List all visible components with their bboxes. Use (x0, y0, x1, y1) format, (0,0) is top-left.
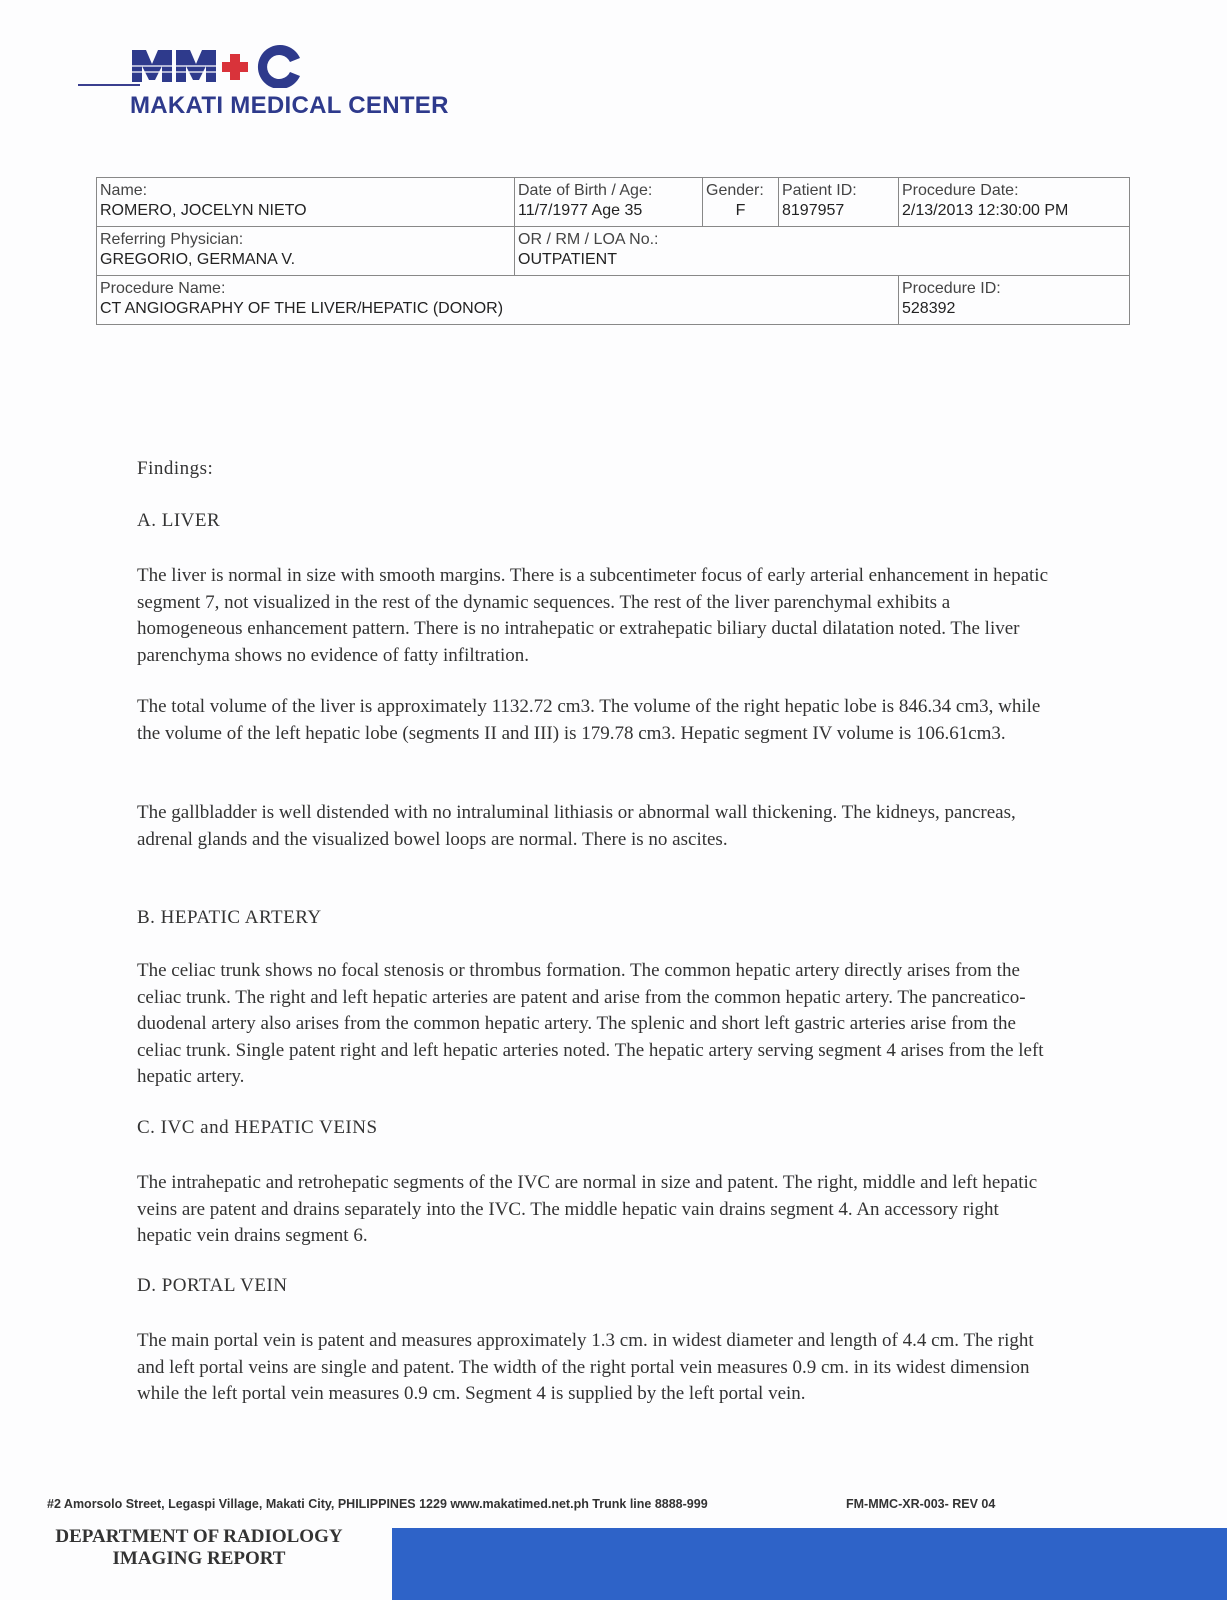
procedure-date-cell (898, 178, 1129, 226)
name-label: Name: (100, 182, 148, 199)
portal-section (137, 1328, 1057, 1408)
ivc-paragraph: The intrahepatic and retrohepatic segments of the IVC are normal in size and patent. The right, middle and left hepatic veins are patent and drains separately into the IVC. The middle hepatic vain drains segment 4. An accessory right hepatic vein drains segment 6. (137, 1172, 1038, 1246)
mmc-logo-icon (130, 42, 310, 88)
ivc-heading: C. IVC and HEPATIC VEINS (137, 1117, 378, 1138)
procedure-date: 2/13/2013 12:30:00 PM (902, 202, 1069, 219)
loa-cell (514, 227, 1129, 275)
footer-blue-bar (392, 1528, 1227, 1600)
physician-cell (97, 227, 514, 275)
liver-section (137, 563, 1057, 669)
portal-paragraph: The main portal vein is patent and measures approximately 1.3 cm. in widest diameter and length of 4.4 cm. The right and left portal veins are single and patent. The width of the right portal vein measures 0.9 cm. in its widest dimension while the left portal vein measures 0.9 cm. Segment 4 is supplied by the left portal vein. (137, 1330, 1034, 1404)
procedure-id-label: Procedure ID: (902, 280, 1001, 297)
loa-value: OUTPATIENT (518, 251, 617, 268)
info-row-3 (97, 275, 1129, 324)
info-row-1 (97, 178, 1129, 226)
gender-label: Gender: (706, 182, 764, 199)
procedure-id: 528392 (902, 300, 956, 317)
procedure-name-label: Procedure Name: (100, 280, 226, 297)
artery-heading: B. HEPATIC ARTERY (137, 907, 322, 928)
gender-cell (702, 178, 778, 226)
artery-paragraph: The celiac trunk shows no focal stenosis or thrombus formation. The common hepatic artery directly arises from the celiac trunk. The right and left hepatic arteries are patent and arise from the common hepatic artery. The pancreatico-duodenal artery also arises from the common hepatic artery. The splenic and short left gastric arteries arise from the celiac trunk. Single patent right and left hepatic arteries noted. The hepatic artery serving segment 4 arises from the left hepatic artery. (137, 960, 1044, 1087)
footer-address: #2 Amorsolo Street, Legaspi Village, Makati City, PHILIPPINES 1229 www.makatimed.net.ph Trunk line 8888-999 (47, 1497, 708, 1511)
liver-paragraph-3: The gallbladder is well distended with no intraluminal lithiasis or abnormal wall thickening. The kidneys, pancreas, adrenal glands and the visualized bowel loops are normal. There is no ascites. (137, 802, 1016, 850)
liver-paragraph-1: The liver is normal in size with smooth margins. There is a subcentimeter focus of early arterial enhancement in hepatic segment 7, not visualized in the rest of the dynamic sequences. The rest of the liver parenchymal exhibits a homogeneous enhancement pattern. There is no intrahepatic or extrahepatic biliary ductal dilatation noted. The liver parenchyma shows no evidence of fatty infiltration. (137, 565, 1048, 666)
physician-label: Referring Physician: (100, 231, 244, 248)
form-code: FM-MMC-XR-003- REV 04 (846, 1497, 996, 1511)
referring-physician: GREGORIO, GERMANA V. (100, 251, 296, 268)
procedure-id-cell (898, 276, 1129, 324)
liver-paragraph-2: The total volume of the liver is approximately 1132.72 cm3. The volume of the right hepatic lobe is 846.34 cm3, while the volume of the left hepatic lobe (segments II and III) is 179.78 cm3. Hepatic segment IV volume is 106.61cm3. (137, 696, 1041, 744)
loa-label: OR / RM / LOA No.: (518, 231, 659, 248)
patient-info-table (96, 177, 1130, 325)
patient-id-cell (778, 178, 898, 226)
patient-dob: 11/7/1977 Age 35 (518, 202, 643, 219)
patient-name: ROMERO, JOCELYN NIETO (100, 202, 307, 219)
portal-heading: D. PORTAL VEIN (137, 1275, 288, 1296)
info-row-2 (97, 226, 1129, 275)
findings-label: Findings: (137, 458, 214, 479)
ivc-section (137, 1170, 1057, 1250)
patient-gender: F (735, 202, 746, 219)
department-title (47, 1526, 351, 1570)
gallbladder-section (137, 800, 1057, 853)
hospital-name: MAKATI MEDICAL CENTER (130, 92, 449, 119)
procedure-name-cell (97, 276, 898, 324)
hospital-logo (78, 42, 478, 122)
patient-id: 8197957 (782, 202, 845, 219)
dob-label: Date of Birth / Age: (518, 182, 653, 199)
dob-cell (514, 178, 702, 226)
department-line-2: IMAGING REPORT (112, 1548, 286, 1569)
artery-section (137, 958, 1057, 1091)
liver-heading: A. LIVER (137, 510, 221, 531)
department-line-1: DEPARTMENT OF RADIOLOGY (55, 1526, 343, 1547)
name-cell (97, 178, 514, 226)
liver-volume-section (137, 694, 1057, 747)
procedure-name: CT ANGIOGRAPHY OF THE LIVER/HEPATIC (DONOR) (100, 300, 504, 317)
procedure-date-label: Procedure Date: (902, 182, 1019, 199)
patient-id-label: Patient ID: (782, 182, 857, 199)
